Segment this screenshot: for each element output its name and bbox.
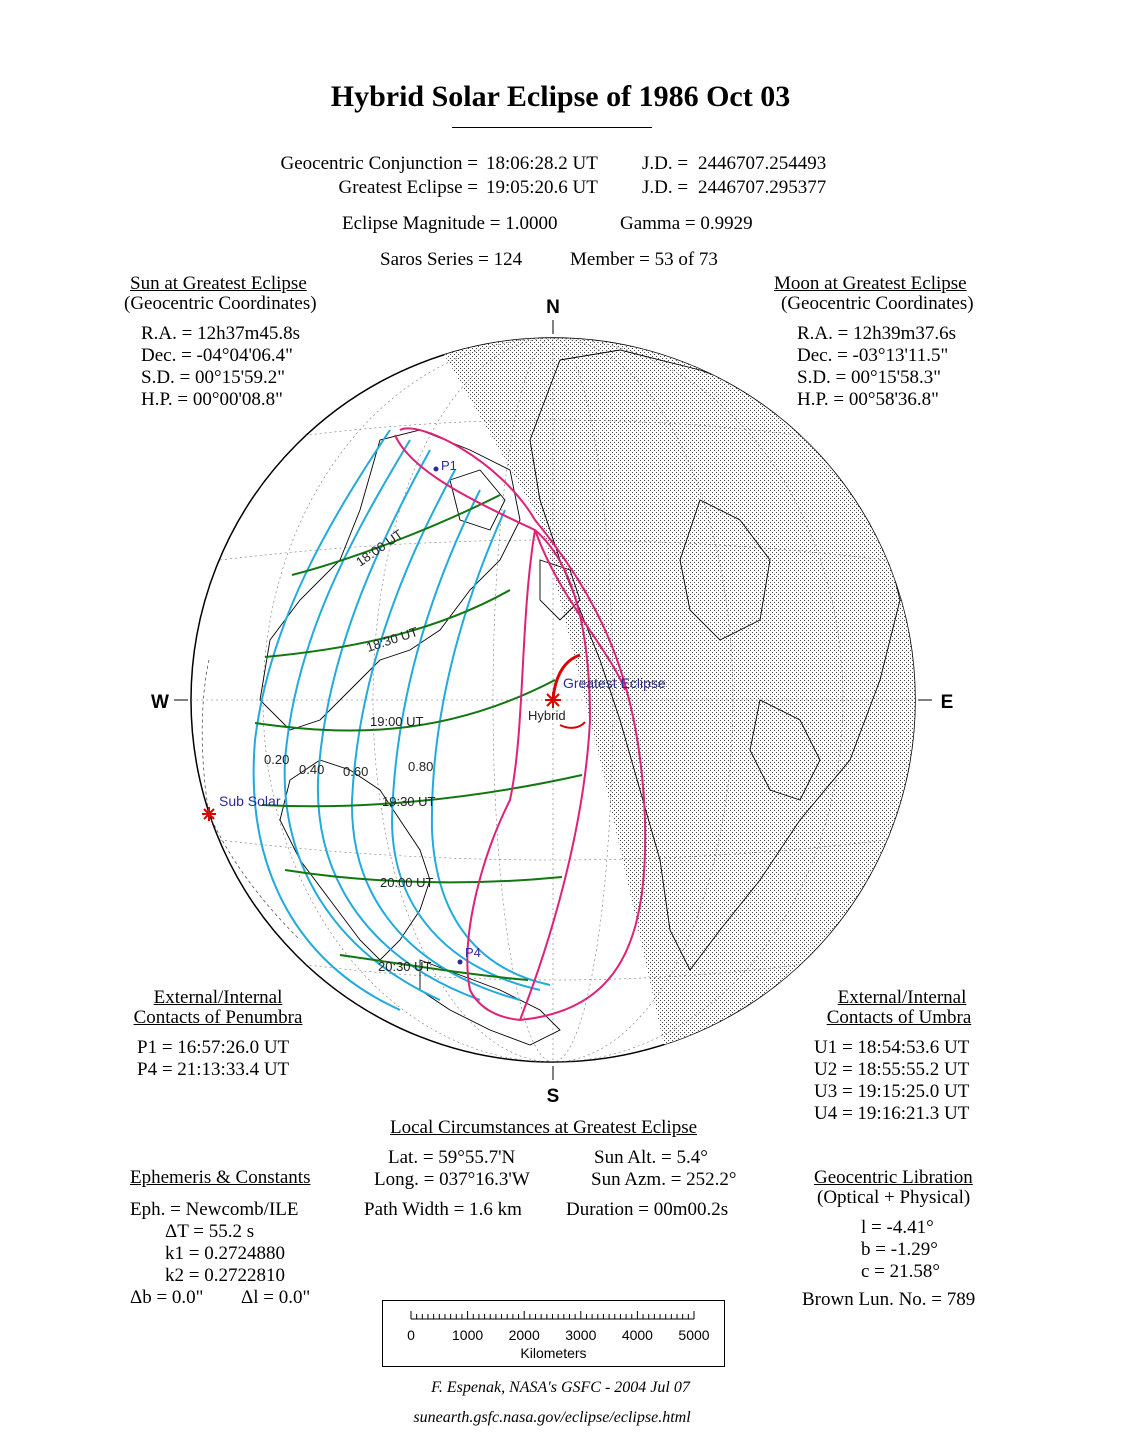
page-title: Hybrid Solar Eclipse of 1986 Oct 03 bbox=[330, 80, 791, 113]
local-title: Local Circumstances at Greatest Eclipse bbox=[390, 1117, 698, 1138]
penumbra-p4: P4 = 21:13:33.4 UT bbox=[137, 1059, 290, 1080]
ephemeris-delta-l: Δl = 0.0" bbox=[241, 1287, 311, 1308]
sun-title: Sun at Greatest Eclipse bbox=[130, 273, 307, 294]
saros-member: Member = 53 of 73 bbox=[570, 249, 718, 270]
scale-tick-label: 2000 bbox=[508, 1327, 540, 1343]
scale-tick-label: 0 bbox=[407, 1327, 415, 1343]
moon-title: Moon at Greatest Eclipse bbox=[774, 273, 967, 294]
greatest-eclipse-jd: 2446707.295377 bbox=[698, 177, 827, 198]
magnitude-label-040: 0.40 bbox=[299, 762, 325, 777]
time-label-1830: 18:30 UT bbox=[364, 624, 420, 655]
scale-tick-label: 1000 bbox=[452, 1327, 484, 1343]
greatest-eclipse-jd-label: J.D. = bbox=[642, 177, 689, 198]
source-url: sunearth.gsfc.nasa.gov/eclipse/eclipse.html bbox=[413, 1409, 691, 1426]
local-lat: Lat. = 59°55.7'N bbox=[388, 1147, 516, 1168]
local-long: Long. = 037°16.3'W bbox=[374, 1169, 530, 1190]
umbra-u2: U2 = 18:55:55.2 UT bbox=[814, 1059, 970, 1080]
p4-label: P4 bbox=[465, 945, 481, 960]
ephemeris-delta-t: ΔT = 55.2 s bbox=[165, 1221, 255, 1242]
libration-b: b = -1.29° bbox=[861, 1239, 938, 1260]
scale-tick-label: 5000 bbox=[678, 1327, 710, 1343]
sun-dec: Dec. = -04°04'06.4" bbox=[141, 345, 293, 366]
compass-west: W bbox=[151, 692, 169, 713]
magnitude-label-020: 0.20 bbox=[264, 752, 290, 767]
penumbra-title-2: Contacts of Penumbra bbox=[133, 1007, 303, 1028]
scale-unit: Kilometers bbox=[520, 1345, 587, 1361]
local-sun-azm: Sun Azm. = 252.2° bbox=[591, 1169, 737, 1190]
umbra-title-2: Contacts of Umbra bbox=[826, 1007, 972, 1028]
brown-lunation: Brown Lun. No. = 789 bbox=[802, 1289, 976, 1310]
libration-c: c = 21.58° bbox=[861, 1261, 940, 1282]
time-label-1930: 19:30 UT bbox=[382, 794, 436, 809]
sun-sd: S.D. = 00°15'59.2" bbox=[141, 367, 286, 388]
greatest-eclipse-label: Greatest Eclipse = bbox=[338, 177, 478, 198]
scale-bar bbox=[382, 1300, 725, 1367]
umbra-title-1: External/Internal bbox=[837, 987, 967, 1008]
conjunction-jd-label: J.D. = bbox=[642, 153, 689, 174]
ephemeris-eph: Eph. = Newcomb/ILE bbox=[130, 1199, 299, 1220]
ephemeris-k1: k1 = 0.2724880 bbox=[165, 1243, 285, 1264]
scale-tick-label: 4000 bbox=[621, 1327, 653, 1343]
sun-hp: H.P. = 00°00'08.8" bbox=[141, 389, 283, 410]
compass-east: E bbox=[940, 692, 954, 713]
time-label-1800: 18:00 UT bbox=[353, 526, 406, 570]
libration-l: l = -4.41° bbox=[861, 1217, 934, 1238]
gamma: Gamma = 0.9929 bbox=[620, 213, 753, 234]
greatest-eclipse-label: Greatest Eclipse bbox=[563, 675, 666, 691]
greatest-eclipse-marker bbox=[545, 692, 561, 708]
time-label-1900: 19:00 UT bbox=[370, 714, 424, 729]
ephemeris-title: Ephemeris & Constants bbox=[130, 1167, 311, 1188]
sun-ra: R.A. = 12h37m45.8s bbox=[141, 323, 301, 344]
greatest-eclipse-time: 19:05:20.6 UT bbox=[486, 177, 598, 198]
libration-subtitle: (Optical + Physical) bbox=[817, 1187, 971, 1208]
libration-title: Geocentric Libration bbox=[814, 1167, 973, 1188]
moon-sd: S.D. = 00°15'58.3" bbox=[797, 367, 942, 388]
umbra-u3: U3 = 19:15:25.0 UT bbox=[814, 1081, 970, 1102]
local-path-width: Path Width = 1.6 km bbox=[364, 1199, 522, 1220]
scale-tick-label: 3000 bbox=[565, 1327, 597, 1343]
eclipse-magnitude: Eclipse Magnitude = 1.0000 bbox=[342, 213, 558, 234]
moon-ra: R.A. = 12h39m37.6s bbox=[797, 323, 957, 344]
moon-subtitle: (Geocentric Coordinates) bbox=[781, 293, 974, 314]
p4-dot bbox=[458, 960, 463, 965]
conjunction-label: Geocentric Conjunction = bbox=[280, 153, 478, 174]
umbra-u4: U4 = 19:16:21.3 UT bbox=[814, 1103, 970, 1124]
sub-solar-label: Sub Solar bbox=[219, 793, 281, 809]
magnitude-label-080: 0.80 bbox=[408, 759, 434, 774]
penumbra-p1: P1 = 16:57:26.0 UT bbox=[137, 1037, 290, 1058]
time-label-2000: 20:00 UT bbox=[380, 875, 434, 890]
ephemeris-k2: k2 = 0.2722810 bbox=[165, 1265, 285, 1286]
local-duration: Duration = 00m00.2s bbox=[566, 1199, 729, 1220]
p1-label: P1 bbox=[441, 458, 457, 473]
sun-subtitle: (Geocentric Coordinates) bbox=[124, 293, 317, 314]
compass-south: S bbox=[546, 1086, 560, 1107]
time-label-2030: 20:30 UT bbox=[378, 959, 432, 974]
ephemeris-delta-b: Δb = 0.0" bbox=[130, 1287, 204, 1308]
moon-dec: Dec. = -03°13'11.5" bbox=[797, 345, 949, 366]
local-sun-alt: Sun Alt. = 5.4° bbox=[594, 1147, 708, 1168]
hybrid-label: Hybrid bbox=[528, 708, 566, 723]
credit: F. Espenak, NASA's GSFC - 2004 Jul 07 bbox=[431, 1379, 690, 1396]
conjunction-jd: 2446707.254493 bbox=[698, 153, 827, 174]
compass-north: N bbox=[546, 297, 560, 318]
conjunction-time: 18:06:28.2 UT bbox=[486, 153, 598, 174]
p1-dot bbox=[434, 467, 439, 472]
saros-series: Saros Series = 124 bbox=[380, 249, 523, 270]
umbra-u1: U1 = 18:54:53.6 UT bbox=[814, 1037, 970, 1058]
magnitude-label-060: 0.60 bbox=[343, 764, 369, 779]
penumbra-title-1: External/Internal bbox=[153, 987, 283, 1008]
moon-hp: H.P. = 00°58'36.8" bbox=[797, 389, 939, 410]
